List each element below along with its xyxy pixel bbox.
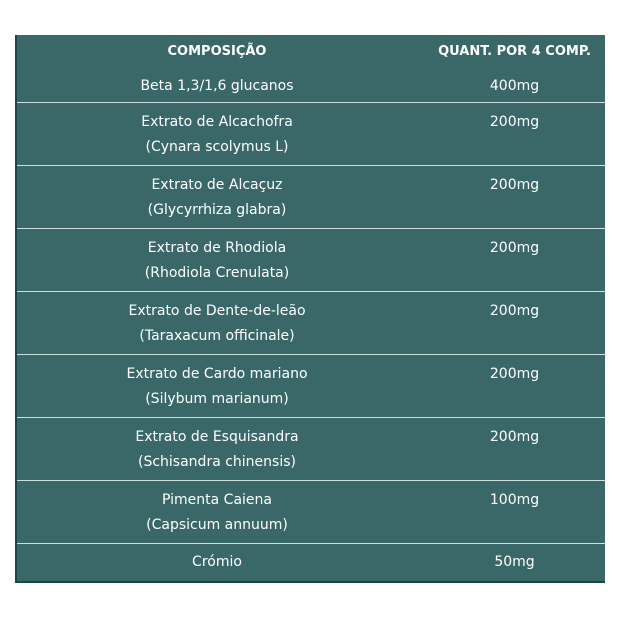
ingredient-amount: 200mg: [489, 303, 540, 319]
ingredient-amount: 200mg: [489, 240, 540, 256]
ingredient-name: Pimenta Caiena: [162, 492, 272, 508]
composition-table: [15, 35, 605, 583]
table-row: [17, 229, 605, 292]
ingredient-amount: 200mg: [489, 177, 540, 193]
table-row: [17, 544, 605, 581]
table-row: [17, 292, 605, 355]
ingredient-amount: 200mg: [489, 366, 540, 382]
ingredient-latin-name: (Rhodiola Crenulata): [144, 265, 290, 281]
ingredient-amount: 50mg: [494, 554, 535, 570]
table-row: [17, 103, 605, 166]
ingredient-latin-name: (Schisandra chinensis): [138, 454, 296, 470]
table-row: [17, 355, 605, 418]
ingredient-name: Crómio: [192, 554, 242, 570]
table-row: [17, 166, 605, 229]
table-row: [17, 70, 605, 103]
ingredient-latin-name: (Glycyrrhiza glabra): [147, 202, 287, 218]
ingredient-name: Extrato de Dente-de-leão: [128, 303, 306, 319]
ingredient-name: Beta 1,3/1,6 glucanos: [140, 78, 294, 94]
ingredient-latin-name: (Silybum marianum): [145, 391, 289, 407]
ingredient-name: Extrato de Cardo mariano: [126, 366, 308, 382]
ingredient-latin-name: (Cynara scolymus L): [145, 139, 289, 155]
header-composition: COMPOSIÇÃO: [167, 44, 267, 59]
ingredient-amount: 200mg: [489, 429, 540, 445]
ingredient-name: Extrato de Rhodiola: [147, 240, 287, 256]
ingredient-name: Extrato de Alcaçuz: [151, 177, 283, 193]
ingredient-latin-name: (Taraxacum officinale): [139, 328, 295, 344]
table-row: [17, 418, 605, 481]
table-row: [17, 481, 605, 544]
ingredient-name: Extrato de Esquisandra: [135, 429, 299, 445]
ingredient-amount: 100mg: [489, 492, 540, 508]
ingredient-name: Extrato de Alcachofra: [141, 114, 293, 130]
ingredient-amount: 400mg: [489, 78, 540, 94]
ingredient-amount: 200mg: [489, 114, 540, 130]
ingredient-latin-name: (Capsicum annuum): [146, 517, 288, 533]
header-quantity: QUANT. POR 4 COMP.: [438, 44, 591, 59]
table-header: [17, 35, 605, 70]
